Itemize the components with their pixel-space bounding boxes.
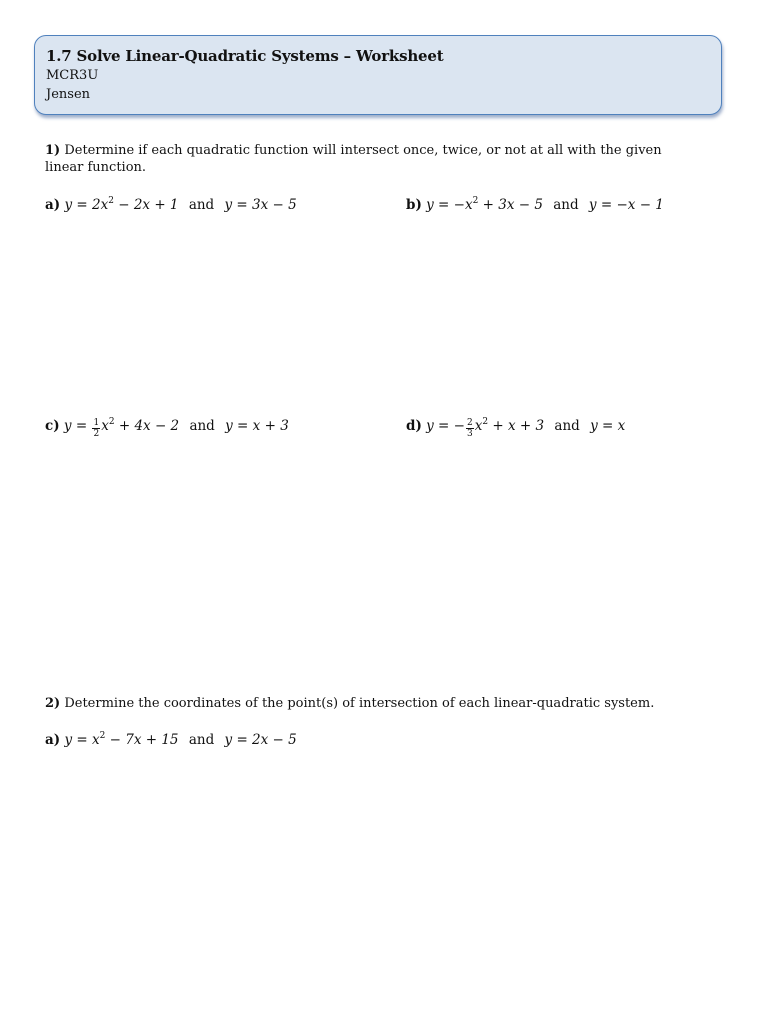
quadratic-equation: $y = -x^2 + 3x - 5$ [426, 196, 543, 213]
worksheet-header [34, 35, 722, 115]
question-2-prompt [45, 695, 700, 712]
problem-label: a) [45, 197, 61, 213]
course-code: MCR3U [46, 68, 99, 83]
problem-label: d) [406, 418, 422, 434]
quadratic-equation: y = − $\frac{2}{3}$ $x^2 + x + 3$ [426, 417, 545, 439]
linear-equation: y = x + 3 [225, 418, 289, 434]
linear-equation: y = 3x − 5 [224, 197, 297, 213]
fraction-one-half: $\frac{1}{2}$ [93, 418, 100, 439]
problem-label: b) [406, 197, 422, 213]
problem-1a [45, 195, 297, 215]
quadratic-equation: y = $\frac{1}{2}$ $x^2 + 4x - 2$ [63, 417, 180, 439]
and-word: and [188, 732, 215, 748]
question-1-prompt [45, 142, 700, 176]
linear-equation: y = −x − 1 [588, 197, 664, 213]
problem-1c [45, 416, 289, 439]
problem-1b [406, 195, 664, 215]
question-2-number: 2) [45, 696, 61, 711]
linear-equation: y = x [590, 418, 626, 434]
linear-equation: y = 2x − 5 [224, 732, 297, 748]
question-1-number: 1) [45, 143, 61, 158]
problem-label: a) [45, 732, 61, 748]
question-2-text: Determine the coordinates of the point(s) of intersection of each linear-quadratic system. [64, 696, 655, 711]
problem-label: c) [45, 418, 60, 434]
and-word: and [554, 418, 580, 434]
quadratic-equation: $y = 2x^2 - 2x + 1$ [64, 196, 179, 213]
worksheet-title: 1.7 Solve Linear-Quadratic Systems – Worksheet [46, 47, 444, 65]
and-word: and [189, 418, 215, 434]
problem-1d [406, 416, 625, 439]
quadratic-equation: $y = x^2 - 7x + 15$ [64, 731, 179, 748]
and-word: and [188, 197, 215, 213]
question-1-text: Determine if each quadratic function will intersect once, twice, or not at all with the given linear function. [45, 143, 662, 175]
problem-2a [45, 730, 297, 750]
and-word: and [553, 197, 579, 213]
fraction-two-thirds: $\frac{2}{3}$ [466, 418, 473, 439]
teacher-name: Jensen [46, 87, 91, 102]
